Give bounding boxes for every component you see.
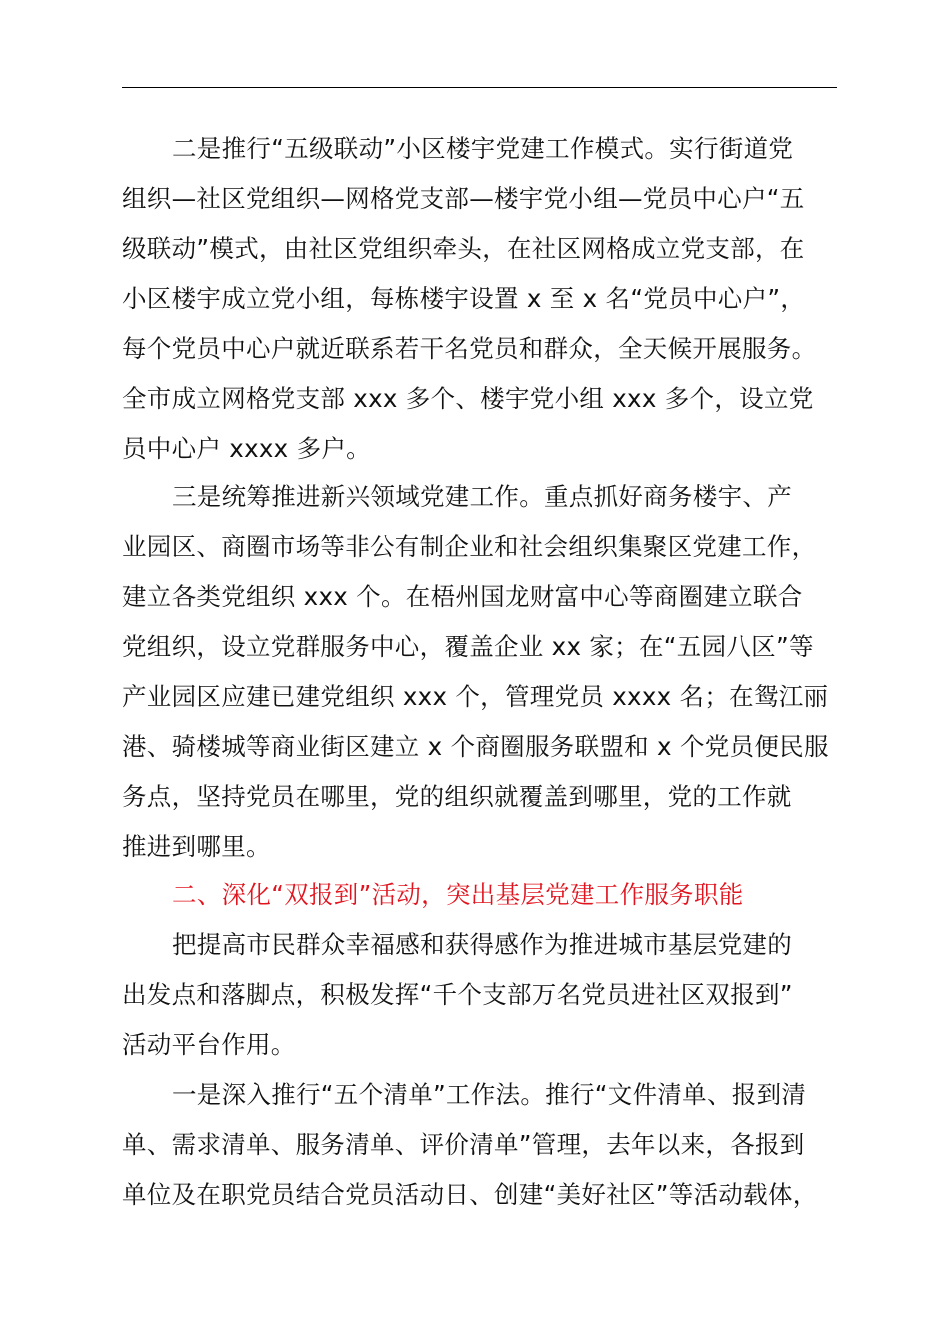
paragraph-line: 产业园区应建已建党组织 xxx 个，管理党员 xxxx 名；在鸳江丽 bbox=[122, 682, 829, 711]
paragraph-line: 建立各类党组织 xxx 个。在梧州国龙财富中心等商圈建立联合 bbox=[122, 582, 803, 611]
paragraph-line: 党组织，设立党群服务中心，覆盖企业 xx 家；在“五园八区”等 bbox=[122, 632, 814, 661]
paragraph-line: 单位及在职党员结合党员活动日、创建“美好社区”等活动载体， bbox=[122, 1180, 818, 1209]
paragraph-line: 全市成立网格党支部 xxx 多个、楼宇党小组 xxx 多个，设立党 bbox=[122, 384, 814, 413]
paragraph-line: 单、需求清单、服务清单、评价清单”管理，去年以来，各报到 bbox=[122, 1130, 805, 1159]
paragraph-line: 出发点和落脚点，积极发挥“千个支部万名党员进社区双报到” bbox=[122, 980, 793, 1009]
paragraph-line: 活动平台作用。 bbox=[122, 1030, 296, 1059]
paragraph-line: 级联动”模式，由社区党组织牵头，在社区网格成立党支部，在 bbox=[122, 234, 805, 263]
paragraph-line: 业园区、商圈市场等非公有制企业和社会组织集聚区党建工作， bbox=[122, 532, 817, 561]
paragraph-line: 一是深入推行“五个清单”工作法。推行“文件清单、报到清 bbox=[172, 1080, 807, 1109]
paragraph-line: 二是推行“五级联动”小区楼宇党建工作模式。实行街道党 bbox=[172, 134, 794, 163]
paragraph-line: 小区楼宇成立党小组，每栋楼宇设置 x 至 x 名“党员中心户”， bbox=[122, 284, 806, 313]
header-rule bbox=[122, 87, 837, 88]
paragraph-line: 员中心户 xxxx 多户。 bbox=[122, 434, 371, 463]
paragraph-line: 务点，坚持党员在哪里，党的组织就覆盖到哪里，党的工作就 bbox=[122, 782, 792, 811]
paragraph-line: 港、骑楼城等商业街区建立 x 个商圈服务联盟和 x 个党员便民服 bbox=[122, 732, 829, 761]
paragraph-line: 推进到哪里。 bbox=[122, 832, 271, 861]
paragraph-line: 每个党员中心户就近联系若干名党员和群众，全天候开展服务。 bbox=[122, 334, 817, 363]
paragraph-line: 组织—社区党组织—网格党支部—楼宇党小组—党员中心户“五 bbox=[122, 184, 805, 213]
paragraph-line: 把提高市民群众幸福感和获得感作为推进城市基层党建的 bbox=[172, 930, 792, 959]
paragraph-line: 三是统筹推进新兴领域党建工作。重点抓好商务楼宇、产 bbox=[172, 482, 792, 511]
section-heading: 二、深化“双报到”活动，突出基层党建工作服务职能 bbox=[172, 880, 744, 909]
